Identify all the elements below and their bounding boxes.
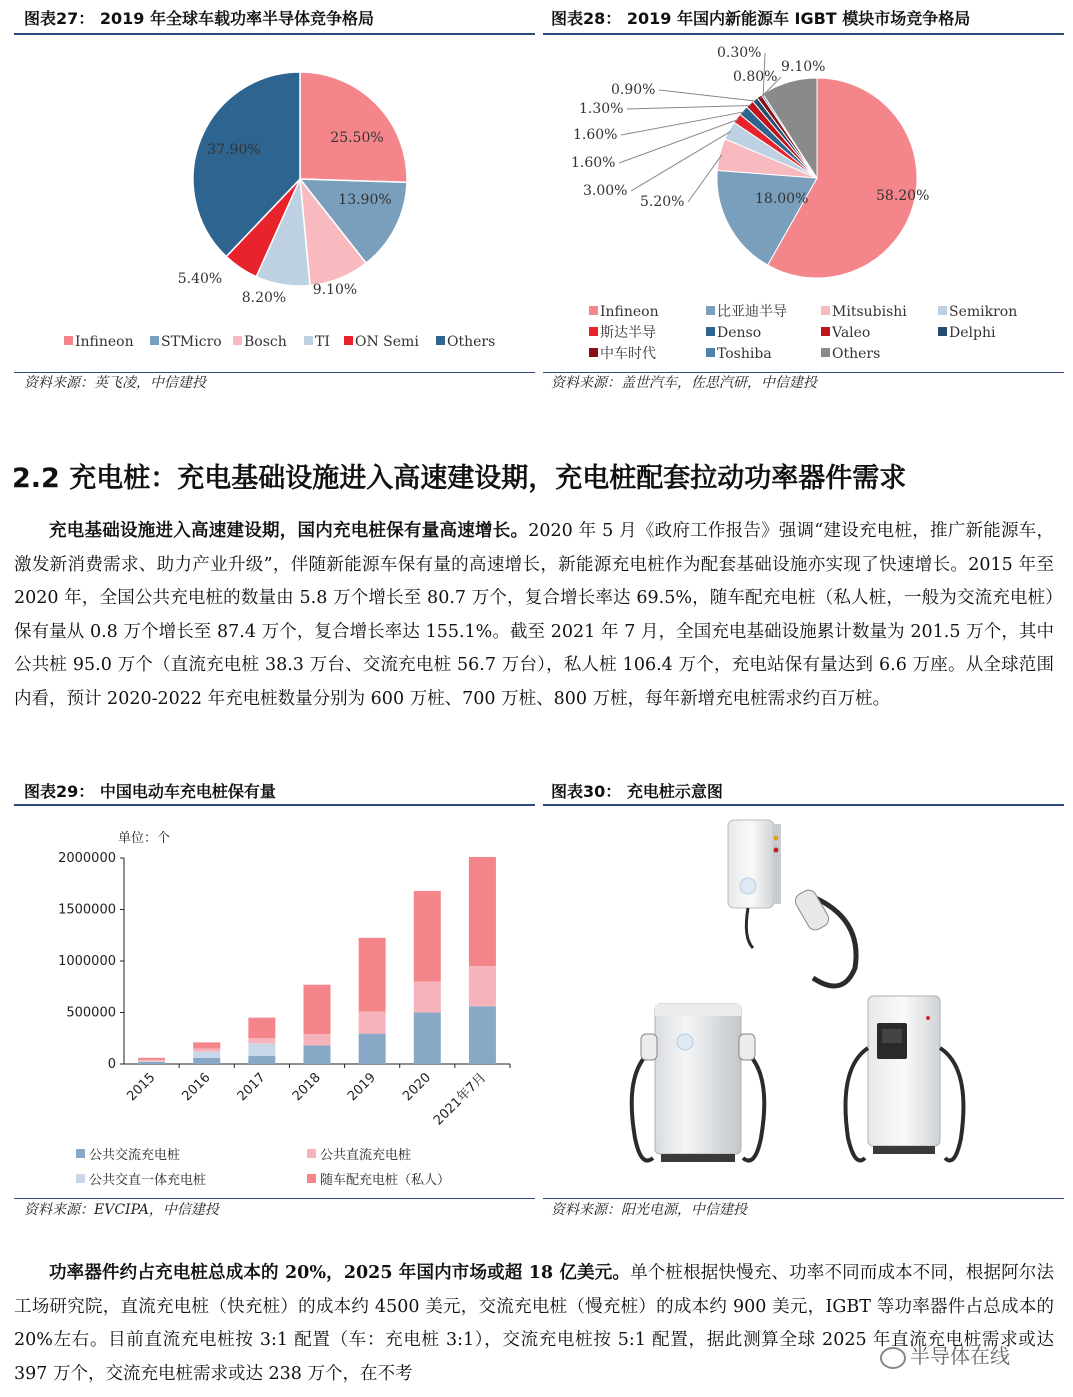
- fig27-data-label: 13.90%: [338, 192, 392, 208]
- fig27-title: 图表27： 2019 年全球车载功率半导体竞争格局: [24, 9, 374, 28]
- fig29-x-tick-label: 2017: [234, 1070, 269, 1105]
- fig29-bar-segment: [248, 1056, 275, 1064]
- fig29-legend: [76, 1147, 450, 1188]
- fig28-legend: [589, 303, 1017, 362]
- fig27-legend-label: ON Semi: [355, 334, 419, 350]
- fig29-legend-swatch: [76, 1174, 85, 1183]
- fig29-bar-segment: [469, 966, 496, 1006]
- wechat-icon: [880, 1347, 906, 1369]
- fig28-legend-label: Mitsubishi: [832, 304, 907, 320]
- fig29-bar-segment: [193, 1058, 220, 1064]
- paragraph-power-device-cost: [14, 1257, 1054, 1397]
- fig28-legend-swatch: [706, 348, 715, 357]
- dc-charger-screen: [846, 996, 964, 1161]
- fig28-legend-swatch: [706, 327, 715, 336]
- fig27-slice-infineon: [300, 72, 407, 182]
- fig27-source: 资料来源：英飞凌，中信建投: [24, 375, 206, 391]
- fig28-legend-swatch: [821, 348, 830, 357]
- fig28-source: 资料来源：盖世汽车，佐思汽研，中信建投: [551, 375, 817, 391]
- fig27-data-label: 25.50%: [330, 130, 384, 146]
- fig28-chart: [543, 36, 1064, 372]
- fig27-legend-label: Bosch: [244, 334, 287, 350]
- fig28-legend-label: Others: [832, 346, 881, 362]
- fig29-bar-segment: [138, 1058, 165, 1060]
- fig29-bar-segment: [138, 1061, 165, 1062]
- fig29-y-tick-label: 0: [107, 1057, 116, 1072]
- fig29-x-tick-label: 2018: [289, 1070, 324, 1105]
- fig29-source: 资料来源：EVCIPA，中信建投: [24, 1202, 219, 1218]
- fig28-data-label: 9.10%: [781, 59, 826, 75]
- watermark: [880, 1340, 1010, 1369]
- fig28-data-label: 1.30%: [579, 101, 624, 117]
- fig29-y-tick-label: 1500000: [58, 902, 116, 918]
- fig28-data-label: 1.60%: [571, 155, 616, 171]
- fig29-chart: [14, 808, 535, 1196]
- fig28-data-label: 1.60%: [573, 127, 618, 143]
- para2-body: 单个桩根据快慢充、功率不同而成本不同，根据阿尔法工场研究院，直流充电桩（快充桩）的成本约 4500 美元，交流充电桩（慢充桩）的成本约 900 美元，IGBT 等功率器件占总成本的 20%左右。目前直流充电桩按 3:1 配置（车：充电桩 3:1），交流充电桩按 5:1 配置，据此测算全球 2025 年直流充电桩需求或达 397 万个，交流充电桩需求或达 238 万个，在不考: [14, 1263, 1054, 1384]
- fig28-legend-swatch: [938, 327, 947, 336]
- fig29-y-tick-label: 500000: [66, 1005, 116, 1021]
- fig27-chart: [14, 36, 535, 366]
- fig28-data-label: 5.20%: [640, 194, 685, 210]
- fig28-legend-label: Valeo: [832, 325, 871, 341]
- fig27-legend-label: TI: [315, 334, 330, 350]
- fig27-data-label: 8.20%: [241, 290, 287, 306]
- fig29-y-tick-label: 2000000: [58, 851, 116, 866]
- fig29-legend-swatch: [76, 1149, 85, 1158]
- fig28-data-label: 0.80%: [733, 69, 778, 85]
- fig29-legend-label: 公共交流充电桩: [89, 1148, 181, 1163]
- fig29-bar-segment: [469, 1006, 496, 1064]
- fig27-legend-label: Infineon: [75, 334, 134, 350]
- fig28-legend-swatch: [589, 327, 598, 336]
- fig29-bar-segment: [469, 857, 496, 966]
- fig29-bar-segment: [359, 1034, 386, 1064]
- fig28-leader-line: [627, 106, 751, 109]
- fig30-illustration: [543, 808, 1064, 1196]
- fig27-legend-swatch: [233, 336, 242, 345]
- fig29-legend-label: 随车配充电桩（私人）: [320, 1173, 451, 1188]
- fig27-pie: [193, 72, 407, 286]
- fig29-axis: [58, 851, 510, 1128]
- fig29-legend-swatch: [307, 1149, 316, 1158]
- fig28-legend-label: 斯达半导: [600, 325, 656, 341]
- fig29-bar-segment: [193, 1042, 220, 1048]
- fig29-bar-segment: [359, 1011, 386, 1033]
- top-rule-right: [543, 33, 1064, 35]
- fig28-legend-swatch: [589, 306, 598, 315]
- top-rule-left: [14, 33, 535, 35]
- fig29-bar-segment: [138, 1060, 165, 1062]
- fig28-legend-swatch: [821, 306, 830, 315]
- fig29-bar-segment: [359, 938, 386, 1012]
- fig29-bar-segment: [193, 1052, 220, 1058]
- fig28-data-label: 0.90%: [611, 82, 656, 98]
- fig29-legend-label: 公共直流充电桩: [320, 1148, 412, 1163]
- fig27-legend-swatch: [150, 336, 159, 345]
- fig27-legend-label: STMicro: [161, 334, 222, 350]
- fig30-source: 资料来源：阳光电源，中信建投: [551, 1202, 747, 1218]
- paragraph-charging-infrastructure: [14, 515, 1054, 716]
- fig27-legend-swatch: [304, 336, 313, 345]
- fig27-data-label: 9.10%: [312, 282, 358, 298]
- fig28-legend-swatch: [821, 327, 830, 336]
- fig28-data-label: 58.20%: [876, 188, 930, 204]
- fig29-bar-segment: [248, 1038, 275, 1043]
- fig29-x-tick-label: 2021年7月: [431, 1070, 490, 1129]
- fig29-y-tick-label: 1000000: [58, 954, 116, 969]
- fig29-bar-segment: [304, 1034, 331, 1045]
- fig28-pie: [717, 78, 917, 278]
- fig28-legend-label: 中车时代: [600, 346, 656, 362]
- fig29-bar-segment: [414, 891, 441, 982]
- para1-body: 2020 年 5 月《政府工作报告》强调“建设充电桩，推广新能源车，激发新消费需求、助力产业升级”，伴随新能源车保有量的高速增长，新能源充电桩作为配套基础设施亦实现了快速增长。2015 年至 2020 年，全国公共充电桩的数量由 5.8 万个增长至 80.7 万个，复合增长率达 69.5%，随车配充电桩（私人桩，一般为交流充电桩）保有量从 0.8 万个增长至 87.4 万个，复合增长率达 155.1%。截至 2021 年 7 月，全国充电基础设施累计数量为 201.5 万个，其中公共桩 95.0 万个（直流充电桩 38.3 万台、交流充电桩 56.7 万台），私人桩 106.4 万个，充电站保有量达到 6.6 万座。从全球范围内看，预计 2020-2022 年充电桩数量分别为 600 万桩、700 万桩、800 万桩，每年新增充电桩需求约百万桩。: [14, 521, 1054, 709]
- fig29-x-tick-label: 2016: [179, 1070, 214, 1105]
- para2-lead: 功率器件约占充电桩总成本的 20%，2025 年国内市场或超 18 亿美元。: [49, 1263, 631, 1283]
- fig29-x-tick-label: 2019: [344, 1070, 379, 1105]
- fig29-unit: 单位：个: [118, 831, 171, 846]
- fig28-legend-label: Semikron: [949, 304, 1018, 320]
- fig28-data-label: 3.00%: [583, 183, 628, 199]
- fig29-legend-label: 公共交直一体充电桩: [89, 1173, 207, 1188]
- fig29-bar-segment: [248, 1043, 275, 1055]
- fig29-bar-segment: [193, 1049, 220, 1052]
- fig29-bar-segment: [248, 1018, 275, 1039]
- fig28-legend-label: Infineon: [600, 304, 659, 320]
- fig28-leader-line: [659, 90, 756, 101]
- fig28-legend-label: Denso: [717, 325, 762, 341]
- fig29-bar-segment: [304, 1045, 331, 1064]
- fig28-data-label: 18.00%: [755, 191, 809, 207]
- fig30-title: 图表30： 充电桩示意图: [551, 782, 723, 801]
- fig28-legend-swatch: [938, 306, 947, 315]
- dc-charger-large: [632, 1004, 765, 1162]
- fig27-legend-swatch: [344, 336, 353, 345]
- wall-charger: [728, 820, 856, 986]
- fig29-x-tick-label: 2015: [124, 1070, 159, 1105]
- fig29-bar-segment: [414, 982, 441, 1013]
- fig28-title: 图表28： 2019 年国内新能源车 IGBT 模块市场竞争格局: [551, 9, 971, 28]
- fig29-legend-swatch: [307, 1174, 316, 1183]
- fig27-legend: [64, 334, 495, 350]
- fig27-legend-swatch: [64, 336, 73, 345]
- fig29-bar-segment: [138, 1062, 165, 1064]
- fig29-title: 图表29： 中国电动车充电桩保有量: [24, 782, 276, 801]
- fig28-legend-label: Delphi: [949, 325, 996, 341]
- mid-rule-right: [543, 804, 1064, 806]
- fig27-legend-label: Others: [447, 334, 496, 350]
- fig28-legend-label: Toshiba: [717, 346, 772, 362]
- fig28-data-label: 0.30%: [717, 45, 762, 61]
- mid-rule-left: [14, 804, 535, 806]
- fig29-bar-segment: [414, 1013, 441, 1065]
- fig28-legend-swatch: [589, 348, 598, 357]
- watermark-text: 半导体在线: [910, 1344, 1010, 1368]
- fig27-data-label: 37.90%: [207, 142, 261, 158]
- fig29-x-tick-label: 2020: [400, 1070, 435, 1105]
- para1-lead: 充电基础设施进入高速建设期，国内充电桩保有量高速增长。: [49, 521, 529, 541]
- fig29-bars: [138, 857, 496, 1064]
- section-heading: 2.2 充电桩：充电基础设施进入高速建设期，充电桩配套拉动功率器件需求: [12, 463, 907, 494]
- fig29-bar-segment: [304, 985, 331, 1034]
- fig28-legend-swatch: [706, 306, 715, 315]
- fig28-legend-label: 比亚迪半导: [717, 304, 787, 320]
- fig27-data-label: 5.40%: [177, 271, 223, 287]
- fig27-legend-swatch: [436, 336, 445, 345]
